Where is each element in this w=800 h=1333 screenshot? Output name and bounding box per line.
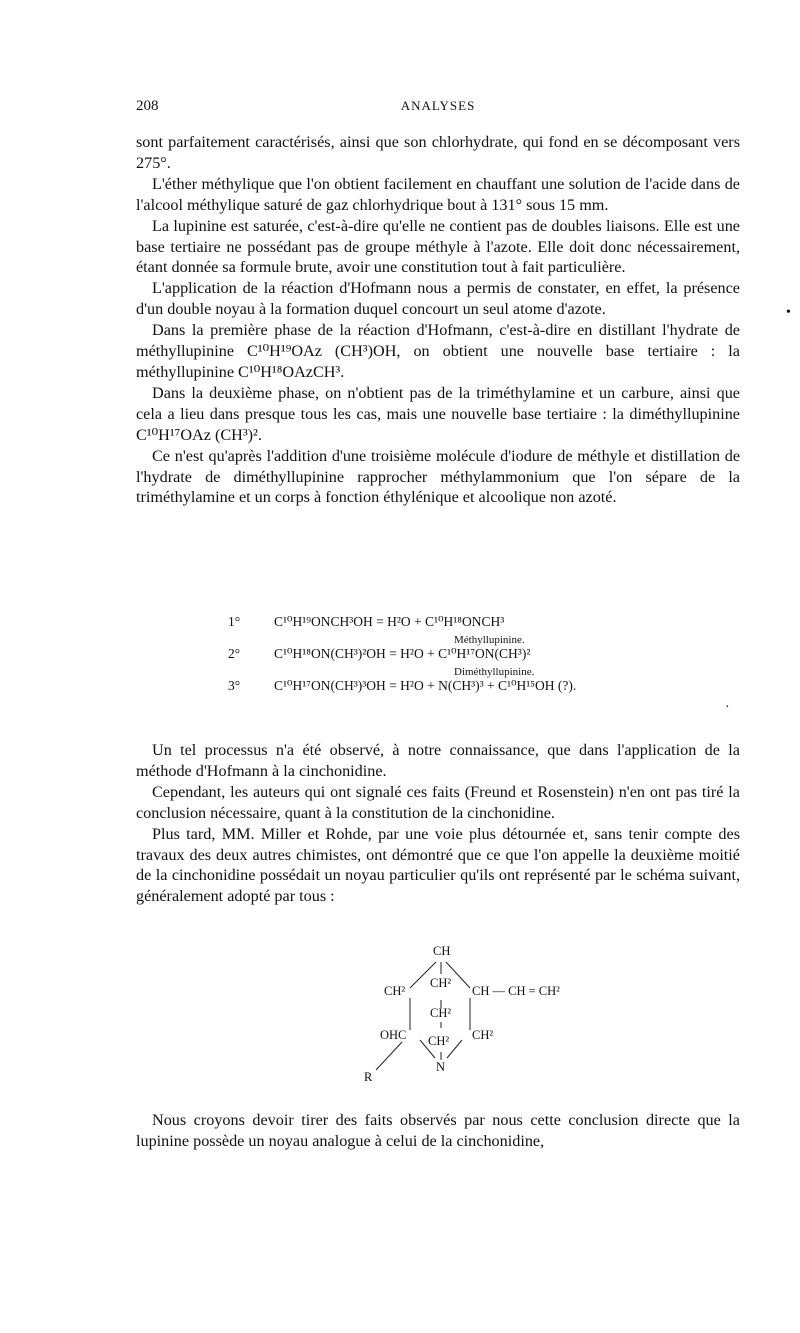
equations xyxy=(228,612,748,706)
body-text-middle xyxy=(136,740,740,907)
margin-dot: · xyxy=(725,700,730,715)
atom-ch2-center-upper: CH² xyxy=(430,976,452,990)
atom-nitrogen: N xyxy=(436,1060,446,1074)
atom-ohc: OHC xyxy=(380,1028,407,1042)
margin-dot: • xyxy=(786,305,791,320)
paragraph: Un tel processus n'a été observé, à notre connaissance, que dans l'application de la méthode d'Hofmann à la cinchonidine. xyxy=(136,741,740,780)
page-header xyxy=(136,98,740,118)
atom-side-chain: CH — CH = CH² xyxy=(472,984,560,998)
paragraph: sont parfaitement caractérisés, ainsi que son chlorhydrate, qui fond en se décomposant vers 275°. xyxy=(136,133,740,172)
paragraph: Nous croyons devoir tirer des faits observés par nous cette conclusion directe que la lupinine possède un noyau analogue à celui de la cinchonidine, xyxy=(136,1111,740,1150)
equation-product-name: Diméthyllupinine. xyxy=(454,666,535,678)
equation-formula: C¹⁰H¹⁸ON(CH³)²OH = H²O + C¹⁰H¹⁷ON(CH³)² xyxy=(274,646,531,661)
equation-formula: C¹⁰H¹⁷ON(CH³)³OH = H²O + N(CH³)³ + C¹⁰H¹⁵OH (?). xyxy=(274,678,577,693)
equation-1 xyxy=(228,612,748,644)
paragraph: L'éther méthylique que l'on obtient facilement en chauffant une solution de l'acide dans de l'alcool méthylique saturé de gaz chlorhydrique bout à 131° sous 15 mm. xyxy=(136,174,740,214)
body-text-upper xyxy=(136,132,740,508)
equation-3 xyxy=(228,676,748,706)
equation-number: 1° xyxy=(228,614,241,629)
paragraph: L'application de la réaction d'Hofmann nous a permis de constater, en effet, la présence d'un double noyau à la formation duquel concourt un seul atome d'azote. xyxy=(136,279,740,319)
atom-ch2-left-upper: CH² xyxy=(384,984,406,998)
atom-ch2-right-lower: CH² xyxy=(472,1028,494,1042)
atom-radical: R xyxy=(364,1070,373,1084)
atom-ch-top: CH xyxy=(433,944,451,958)
paragraph: La lupinine est saturée, c'est-à-dire qu'elle ne contient pas de doubles liaisons. Elle est une base tertiaire ne possédant pas de groupe méthyle à l'azote. Elle doit donc nécessairement, étant donnée sa formule brute, avoir une constitution tout à fait particulière. xyxy=(136,216,740,277)
equation-product-name: Méthyllupinine. xyxy=(454,634,525,646)
page-number: 208 xyxy=(136,98,159,114)
paragraph: Plus tard, MM. Miller et Rohde, par une voie plus détournée et, sans tenir compte des travaux des deux autres chimistes, ont démontré que ce que l'on appelle la deuxième moitié de la cinchonidine possédait un noyau particulier qu'ils ont représenté par le schéma suivant, généralement adopté par tous : xyxy=(136,824,740,906)
atom-ch2-center-lower: CH² xyxy=(428,1034,450,1048)
paragraph: Dans la première phase de la réaction d'Hofmann, c'est-à-dire en distillant l'hydrate de méthyllupinine C¹⁰H¹⁹OAz (CH³)OH, on obtient une nouvelle base tertiaire : la méthyllupinine C¹⁰H¹⁸OAzCH³. xyxy=(136,321,740,381)
equation-number: 2° xyxy=(228,646,241,661)
equation-formula: C¹⁰H¹⁹ONCH³OH = H²O + C¹⁰H¹⁸ONCH³ xyxy=(274,614,505,629)
equation-2 xyxy=(228,644,748,676)
equation-number: 3° xyxy=(228,678,241,693)
running-title: ANALYSES xyxy=(400,98,476,113)
structural-schema xyxy=(340,940,600,1090)
atom-ch2-center: CH² xyxy=(430,1006,452,1020)
paragraph: Dans la deuxième phase, on n'obtient pas de la triméthylamine et un carbure, ainsi que cela a lieu dans presque tous les cas, mais une nouvelle base tertiaire : la diméthyllupinine C¹⁰H¹⁷OAz (CH³)². xyxy=(136,383,740,444)
schema-bonds xyxy=(340,940,600,1090)
paragraph: Ce n'est qu'après l'addition d'une troisième molécule d'iodure de méthyle et distillation de l'hydrate de diméthyllupinine rapprocher méthylammonium que l'on sépare de la triméthylamine et un corps à fonction éthylénique et alcoolique non azoté. xyxy=(136,446,740,507)
paragraph: Cependant, les auteurs qui ont signalé ces faits (Freund et Rosenstein) n'en ont pas tiré la conclusion nécessaire, quant à la constitution de la cinchonidine. xyxy=(136,782,740,822)
body-text-lower xyxy=(136,1110,740,1152)
